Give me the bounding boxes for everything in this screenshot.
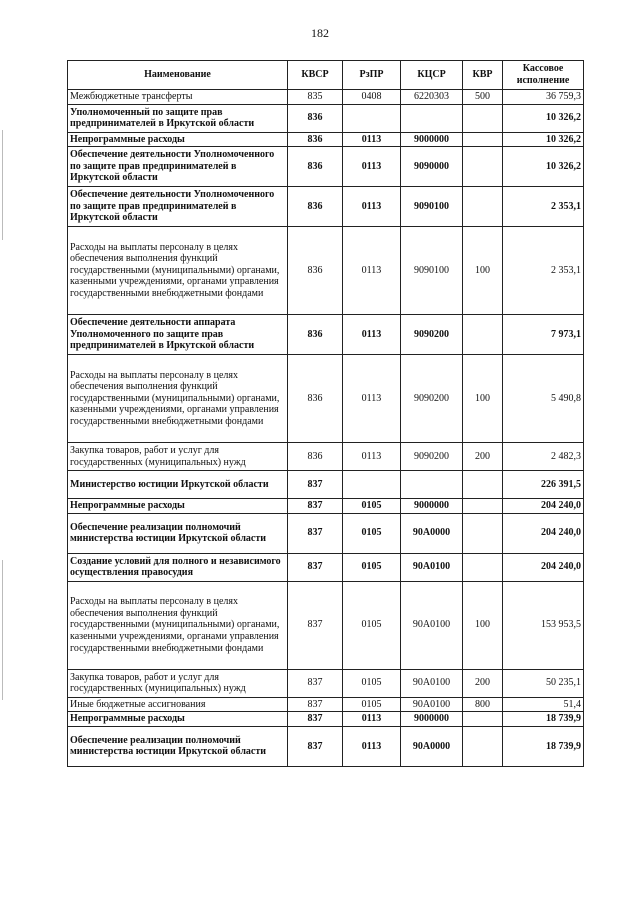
cell-kvsr: 836 [288,315,343,355]
table-row [68,443,584,471]
cell-rzpr: 0105 [343,669,401,697]
cell-name: Иные бюджетные ассигнования [68,697,288,712]
cell-amount: 10 326,2 [503,147,584,187]
cell-amount: 18 739,9 [503,712,584,727]
cell-amount: 226 391,5 [503,471,584,499]
table-row [68,669,584,697]
table-row [68,697,584,712]
cell-kcsr: 9000000 [401,499,463,514]
table-row [68,227,584,315]
header-kvsr: КВСР [288,61,343,90]
cell-rzpr: 0105 [343,581,401,669]
cell-kvsr: 835 [288,90,343,105]
cell-rzpr: 0113 [343,147,401,187]
cell-kvsr: 836 [288,187,343,227]
cell-kvsr: 836 [288,355,343,443]
table-header-row [68,61,584,90]
cell-kcsr [401,471,463,499]
cell-rzpr: 0105 [343,553,401,581]
cell-name: Расходы на выплаты персоналу в целях обеспечения выполнения функций государственными (муниципальными) органами, казенными учреждениями, органами управления государственными внебюджетными фондами [68,355,288,443]
cell-name: Создание условий для полного и независимого осуществления правосудия [68,553,288,581]
cell-name: Непрограммные расходы [68,712,288,727]
cell-amount: 7 973,1 [503,315,584,355]
cell-name: Обеспечение реализации полномочий министерства юстиции Иркутской области [68,513,288,553]
cell-kcsr: 90А0100 [401,697,463,712]
table-row [68,104,584,132]
cell-kvr [463,104,503,132]
cell-kvsr: 837 [288,669,343,697]
cell-kvsr: 837 [288,513,343,553]
cell-amount: 18 739,9 [503,726,584,766]
table-row [68,315,584,355]
cell-kvr [463,712,503,727]
cell-kcsr: 90А0000 [401,513,463,553]
cell-kcsr: 90А0100 [401,553,463,581]
cell-kvsr: 837 [288,553,343,581]
cell-kvr: 100 [463,355,503,443]
cell-kvsr: 836 [288,132,343,147]
header-amount-line1: Кассовое [522,63,564,75]
cell-kvr [463,315,503,355]
cell-kvr: 500 [463,90,503,105]
scan-margin-mark [2,560,3,700]
cell-rzpr [343,471,401,499]
cell-amount: 51,4 [503,697,584,712]
table-row [68,553,584,581]
cell-rzpr: 0113 [343,315,401,355]
table-row [68,90,584,105]
table-row [68,513,584,553]
cell-kvr [463,471,503,499]
cell-kcsr [401,104,463,132]
cell-name: Непрограммные расходы [68,499,288,514]
cell-kvr [463,553,503,581]
cell-name: Уполномоченный по защите прав предпринимателей в Иркутской области [68,104,288,132]
cell-kvsr: 837 [288,499,343,514]
cell-name: Расходы на выплаты персоналу в целях обеспечения выполнения функций государственными (муниципальными) органами, казенными учреждениями, органами управления государственными внебюджетными фондами [68,581,288,669]
cell-amount: 204 240,0 [503,553,584,581]
cell-name: Межбюджетные трансферты [68,90,288,105]
table-row [68,187,584,227]
cell-kvsr: 836 [288,147,343,187]
cell-kcsr: 9090200 [401,443,463,471]
cell-name: Обеспечение деятельности аппарата Уполномоченного по защите прав предпринимателей в Иркутской области [68,315,288,355]
table-row [68,355,584,443]
header-name: Наименование [68,61,288,90]
cell-rzpr: 0105 [343,499,401,514]
cell-amount: 5 490,8 [503,355,584,443]
cell-kcsr: 9090000 [401,147,463,187]
cell-amount: 50 235,1 [503,669,584,697]
header-amount-line2: исполнение [516,75,570,86]
cell-kvr: 200 [463,443,503,471]
cell-name: Закупка товаров, работ и услуг для государственных (муниципальных) нужд [68,669,288,697]
table-row [68,581,584,669]
cell-amount: 2 482,3 [503,443,584,471]
cell-rzpr: 0105 [343,697,401,712]
cell-name: Обеспечение деятельности Уполномоченного по защите прав предпринимателей в Иркутской области [68,147,288,187]
cell-name: Обеспечение реализации полномочий министерства юстиции Иркутской области [68,726,288,766]
page-number: 182 [311,26,329,40]
cell-kvr [463,726,503,766]
header-kvr: КВР [463,61,503,90]
cell-name: Обеспечение деятельности Уполномоченного по защите прав предпринимателей в Иркутской области [68,187,288,227]
cell-rzpr: 0113 [343,355,401,443]
cell-kvr [463,499,503,514]
header-amount [503,61,584,90]
cell-kvsr: 837 [288,712,343,727]
table-body [68,90,584,767]
cell-amount: 2 353,1 [503,187,584,227]
cell-rzpr [343,104,401,132]
cell-rzpr: 0113 [343,187,401,227]
table-row [68,726,584,766]
table-row [68,147,584,187]
cell-kvr: 100 [463,581,503,669]
cell-kcsr: 9090200 [401,315,463,355]
scan-margin-mark [2,130,3,240]
cell-kcsr: 9090100 [401,227,463,315]
cell-kvr: 800 [463,697,503,712]
cell-kvr [463,513,503,553]
cell-rzpr: 0113 [343,132,401,147]
cell-kcsr: 90А0100 [401,581,463,669]
budget-table [67,60,584,767]
cell-kvr [463,132,503,147]
cell-kcsr: 9090200 [401,355,463,443]
cell-name: Расходы на выплаты персоналу в целях обеспечения выполнения функций государственными (муниципальными) органами, казенными учреждениями, органами управления государственными внебюджетными фондами [68,227,288,315]
table-row [68,471,584,499]
cell-amount: 204 240,0 [503,499,584,514]
cell-amount: 10 326,2 [503,104,584,132]
cell-rzpr: 0408 [343,90,401,105]
cell-rzpr: 0113 [343,227,401,315]
cell-rzpr: 0113 [343,712,401,727]
header-kcsr: КЦСР [401,61,463,90]
cell-kvr [463,147,503,187]
table-row [68,132,584,147]
cell-kvsr: 837 [288,471,343,499]
cell-rzpr: 0113 [343,443,401,471]
cell-kvr: 200 [463,669,503,697]
cell-amount: 10 326,2 [503,132,584,147]
cell-name: Министерство юстиции Иркутской области [68,471,288,499]
cell-name: Непрограммные расходы [68,132,288,147]
cell-name: Закупка товаров, работ и услуг для государственных (муниципальных) нужд [68,443,288,471]
cell-kcsr: 9000000 [401,132,463,147]
cell-kvr: 100 [463,227,503,315]
cell-kvsr: 836 [288,104,343,132]
cell-kcsr: 90А0100 [401,669,463,697]
cell-kvsr: 837 [288,697,343,712]
cell-amount: 204 240,0 [503,513,584,553]
header-rzpr: РзПР [343,61,401,90]
cell-kvsr: 836 [288,227,343,315]
cell-kvsr: 837 [288,726,343,766]
table-row [68,712,584,727]
cell-kcsr: 9000000 [401,712,463,727]
cell-rzpr: 0113 [343,726,401,766]
cell-kvsr: 836 [288,443,343,471]
cell-amount: 153 953,5 [503,581,584,669]
table-row [68,499,584,514]
cell-amount: 2 353,1 [503,227,584,315]
cell-kcsr: 6220303 [401,90,463,105]
cell-kcsr: 90А0000 [401,726,463,766]
cell-rzpr: 0105 [343,513,401,553]
cell-kcsr: 9090100 [401,187,463,227]
cell-kvr [463,187,503,227]
cell-amount: 36 759,3 [503,90,584,105]
cell-kvsr: 837 [288,581,343,669]
